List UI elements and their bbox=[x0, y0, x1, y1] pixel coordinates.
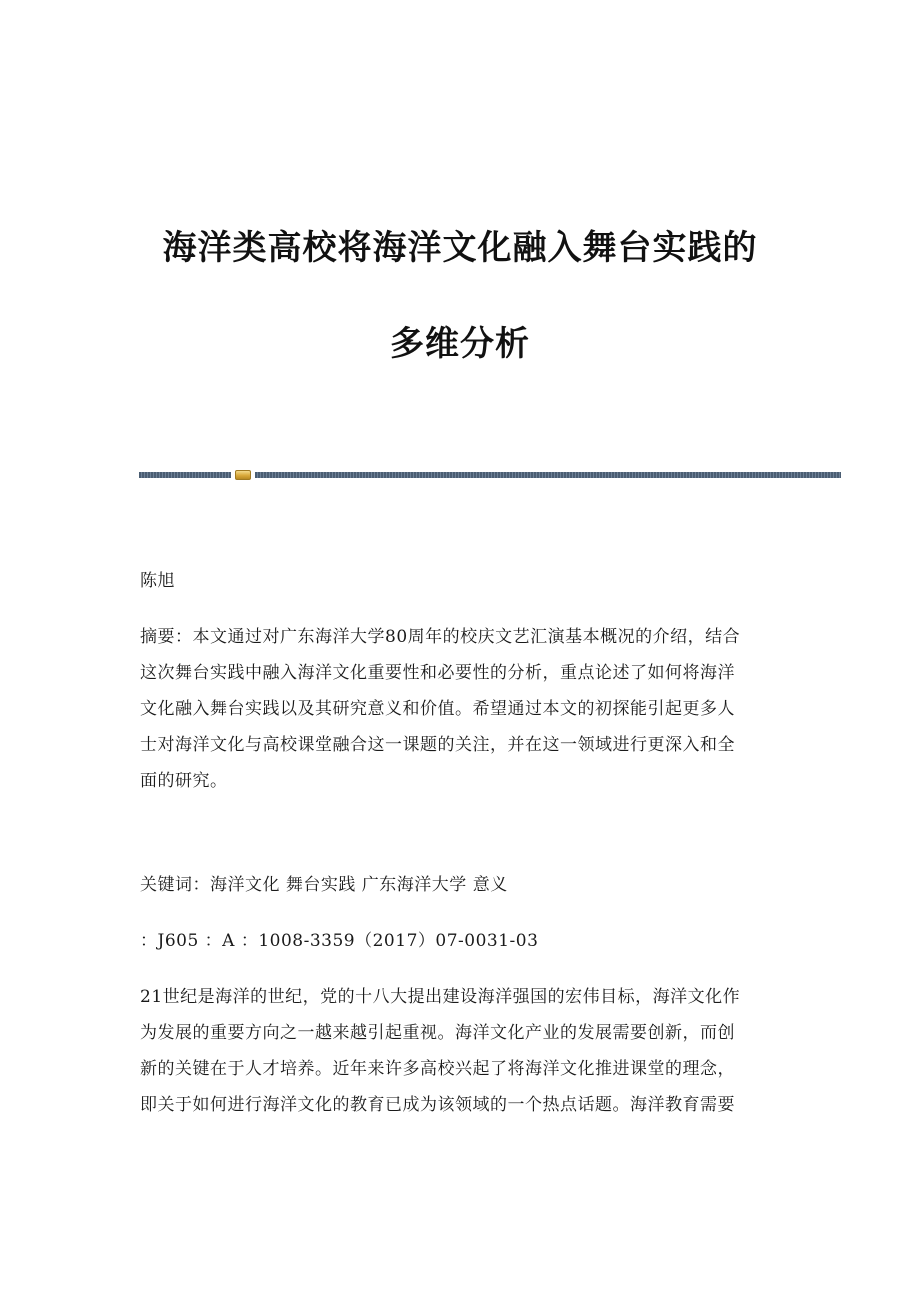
body-line: 新的关键在于人才培养。近年来许多高校兴起了将海洋文化推进课堂的理念， bbox=[140, 1059, 735, 1079]
abstract-line: 士对海洋文化与高校课堂融合这一课题的关注，并在这一领域进行更深入和全 bbox=[140, 735, 735, 755]
divider-bar-right bbox=[255, 472, 841, 478]
author-name bbox=[140, 563, 780, 599]
document-title-line-1: 海洋类高校将海洋文化融入舞台实践的 bbox=[162, 228, 758, 268]
document-title-line-2: 多维分析 bbox=[390, 324, 530, 364]
abstract-line: 这次舞台实践中融入海洋文化重要性和必要性的分析，重点论述了如何将海洋 bbox=[140, 663, 735, 683]
classification-line bbox=[140, 923, 780, 959]
body-line: 21世纪是海洋的世纪，党的十八大提出建设海洋强国的宏伟目标，海洋文化作 bbox=[140, 987, 741, 1007]
author-line: 陈旭 bbox=[140, 571, 175, 591]
body-line: 即关于如何进行海洋文化的教育已成为该领域的一个热点话题。海洋教育需要 bbox=[140, 1095, 735, 1115]
body-paragraph bbox=[140, 979, 780, 1123]
ornament-icon bbox=[235, 470, 251, 480]
classification-text: ：J605 ：A ：1008-3359（2017）07-0031-03 bbox=[140, 931, 539, 951]
title-divider bbox=[139, 470, 841, 480]
abstract-line: 面的研究。 bbox=[140, 771, 228, 791]
abstract-line: 摘要：本文通过对广东海洋大学80周年的校庆文艺汇演基本概况的介绍，结合 bbox=[140, 627, 741, 647]
divider-bar-left bbox=[139, 472, 231, 478]
keywords-text: 关键词：海洋文化 舞台实践 广东海洋大学 意义 bbox=[140, 875, 508, 895]
abstract-line: 文化融入舞台实践以及其研究意义和价值。希望通过本文的初探能引起更多人 bbox=[140, 699, 735, 719]
keywords-line bbox=[140, 867, 780, 903]
abstract-paragraph bbox=[140, 619, 780, 799]
body-line: 为发展的重要方向之一越来越引起重视。海洋文化产业的发展需要创新，而创 bbox=[140, 1023, 735, 1043]
